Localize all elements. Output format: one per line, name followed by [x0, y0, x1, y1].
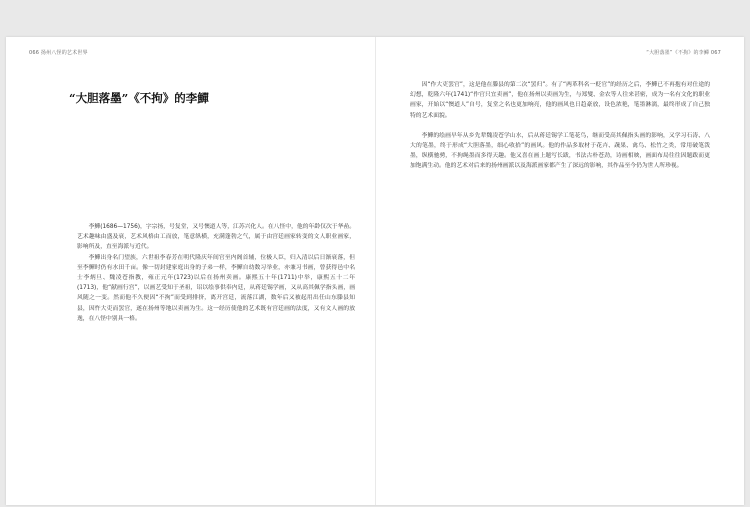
right-running-head: “大胆落墨”《不拘》的李鱓 067: [646, 50, 721, 56]
book-spread: [6, 37, 744, 505]
right-paragraph-2: 李鱓的绘画早年从乡先辈魏凌苍学山水，后从蒋廷锡学工笔花鸟，继而受高其佩指头画的影响，又学习石涛、八大的笔墨，终于形成“大胆落墨，细心收拾”的画风。他的作品多取材于花卉、蔬果、禽鸟、松竹之类，常用破笔泼墨，纵横驰骋，不拘绳墨而多得天趣。他又喜在画上题写长跋，书法古朴苍劲，诗画相映，画面布局往往因题跋而更加饱满生动。他的艺术对后来的扬州画派以及海派画家都产生了深远的影响，其作品至今仍为世人所珍视。: [410, 132, 710, 170]
chapter-title: “大胆落墨”《不拘》的李鱓: [69, 91, 209, 105]
right-body-text: [410, 80, 710, 172]
left-running-head: 066 扬州八怪的艺术世界: [29, 50, 88, 56]
right-paragraph-1: 因“作大吏罢官”，这是他在滕县的第二次“罢归”。有了“两革科名一贬官”的经历之后，李鱓已不再抱有对仕途的幻想，乾隆六年(1741)“作官只宜卖画”，他在扬州以卖画为生，与郑燮、金农等人往来甚密，成为一名有文化的职业画家，开始以“懊道人”自号，复堂之名也更加响亮，他的画风也日趋豪放，设色浓艳，笔墨淋漓，最终形成了自己独特的艺术面貌。: [410, 82, 710, 119]
left-paragraph-1: 李鱓(1686—1756)，字宗扬，号复堂，又号懊道人等，江苏兴化人。在八怪中，他的年龄仅次于华嵒。艺术趣味由盛及衰，艺术风格由工而放，笔意纵横，充满蓬勃之气，属于由宫廷画家转变的文人职业画家，影响所及，直至海派与近代。: [77, 224, 355, 251]
left-body-text: [77, 222, 355, 324]
book-gutter: [375, 37, 376, 505]
left-paragraph-2: 李鱓出身名门望族，六世祖李春芳在明代隆庆年间官至内阁首辅，位极人臣，归入清以后日渐衰落，但至李鱓时仍有水田千亩。像一切封建家庭出身的子弟一样，李鱓自幼数习举业，亦兼习书画，曾获得邑中名士李炳旦、魏凌苍指教，雍正元年(1723)以后在扬州卖画。康熙五十年(1711)中举，康熙五十二年(1713)，他“献画行宫”，以画艺受知于圣祖，诏以绘事供奉内廷，从蒋廷锡学画，又从高其佩学指头画，画风随之一变。然而他不久便因“不拘”而受到排挤，离开宫廷，流落江湖，数年后又被起用出任山东滕县知县，因忤大吏而罢官，遂在扬州等地以卖画为生。这一经历使他的艺术既有宫廷画的法度，又有文人画的放逸，在八怪中别具一格。: [77, 254, 355, 322]
